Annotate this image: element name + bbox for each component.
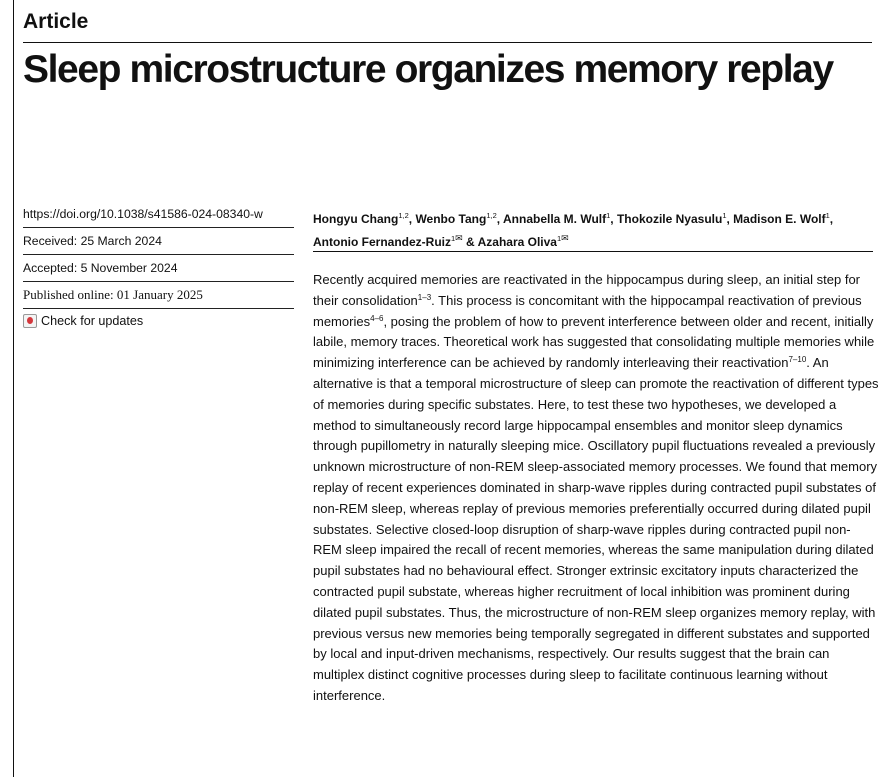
author-affiliation: 1 [451,234,456,243]
doi-link[interactable]: https://doi.org/10.1038/s41586-024-08340-w [23,206,294,228]
accepted-date: Accepted: 5 November 2024 [23,260,294,282]
author-affiliation: 1 [722,211,727,220]
check-for-updates-button[interactable] [23,314,294,328]
author-affiliation: 1 [556,234,562,243]
author-name[interactable]: Azahara Oliva [477,235,557,249]
check-updates-icon [23,314,37,328]
author-affiliation: 1,2 [398,211,409,220]
abstract-text: . An alternative is that a temporal microstructure of sleep can promote the reactivation of different types of memories during specific substates. Here, to test these two hypotheses, we developed a method to simultaneously record large hippocampal ensembles and monitor sleep dynamics through pupillometry in naturally sleeping mice. Oscillatory pupil fluctuations revealed a previously unknown microstructure of non-REM sleep-associated memory processes. We found that memory replay of recent experiences dominated in sharp-wave ripples during contracted pupil substates of non-REM sleep, whereas replay of previous memories preferentially occurred during dilated pupil substates. Selective closed-loop disruption of sharp-wave ripples during contracted pupil non-REM sleep impaired the recall of recent memories, whereas the same manipulation during dilated pupil substates had no behavioural effect. Stronger extrinsic excitatory inputs characterized the contracted pupil substate, whereas higher recruitment of local inhibition was prominent during dilated pupil substates. Thus, the microstructure of non-REM sleep organizes memory replay, with previous versus new memories being temporally segregated in different substates and supported by local and input-driven mechanisms, respectively. Our results suggest that the brain can multiplex distinct cognitive processes during sleep to facilitate continuous learning without interference. [313,355,879,703]
author-name[interactable]: Annabella M. Wulf [503,212,607,226]
abstract-text: . This process is concomitant with the hippocampal reactivation of previous memories [313,292,862,329]
author-affiliation: 1,2 [486,211,497,220]
author-list [313,206,873,252]
citation-ref[interactable]: 1–3 [417,292,432,302]
author-separator: , [496,212,503,226]
published-date: Published online: 01 January 2025 [23,287,294,309]
citation-ref[interactable]: 7–10 [788,355,807,365]
author-separator: , [829,212,834,226]
check-for-updates-label: Check for updates [41,314,144,328]
author-separator: , [610,212,617,226]
author-name[interactable]: Wenbo Tang [415,212,487,226]
author-name[interactable]: Thokozile Nyasulu [616,212,723,226]
article-type-label: Article [23,10,89,33]
email-icon[interactable]: ✉ [455,233,463,243]
author-affiliation: 1 [825,211,830,220]
author-name[interactable]: Antonio Fernandez-Ruiz [313,235,451,249]
abstract [313,270,879,707]
author-separator: & [462,235,478,249]
author-name[interactable]: Hongyu Chang [313,212,399,226]
citation-ref[interactable]: 4–6 [370,313,384,323]
authors-rule [313,251,873,252]
header-rule [23,42,872,43]
received-date: Received: 25 March 2024 [23,233,294,255]
author-affiliation: 1 [606,211,611,220]
abstract-text: Recently acquired memories are reactivated in the hippocampus during sleep, an initial step for their consolidation [313,272,861,308]
article-title: Sleep microstructure organizes memory replay [23,48,833,91]
author-separator: , [408,212,416,226]
left-margin-rule [13,0,14,777]
author-separator: , [726,212,734,226]
author-name[interactable]: Madison E. Wolf [733,212,826,226]
article-metadata [23,206,294,328]
email-icon[interactable]: ✉ [561,233,569,243]
abstract-text: , posing the problem of how to prevent interference between older and recent, initially labile, memory traces. Theoretical work has suggested that consolidating multiple memories while minimizing interference can be achieved by randomly interleaving their reactivation [313,313,875,371]
